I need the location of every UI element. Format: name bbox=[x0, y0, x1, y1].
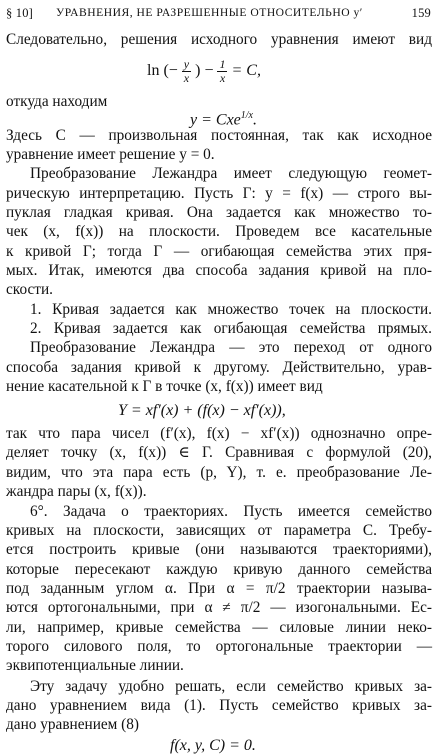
text-line: Следовательно, решения исходного уравнения имеют вид bbox=[6, 31, 432, 48]
text-line: чек (x, f(x)) на плоскости. Проведем все касательные bbox=[6, 223, 432, 240]
equation-family: f(x, y, C) = 0. bbox=[170, 737, 256, 754]
page-number: 159 bbox=[411, 6, 431, 20]
text-line: мых. Итак, имеются два способа задания кривой на пло- bbox=[6, 262, 432, 279]
fraction: $\frac{1}{x}$ bbox=[219, 57, 226, 85]
text-line: к кривой Γ; тогда Γ — огибающая семейства этих пря- bbox=[6, 243, 432, 260]
text-line: дано уравнением вида (1). Пусть семейство кривых за- bbox=[6, 697, 432, 714]
running-header bbox=[6, 4, 431, 24]
text-line: нение касательной к Γ в точке (x, f(x)) имеет вид bbox=[6, 378, 323, 395]
text-line: ются ортогональными, при α ≠ π/2 — изогональными. Ес- bbox=[6, 599, 432, 616]
equation-tangent: Y = xf′(x) + (f(x) − xf′(x)), bbox=[118, 402, 286, 419]
text-line: жандра пары (x, f(x)). bbox=[6, 483, 147, 500]
text-line: торого силового поля, то ортогональные траектории — bbox=[6, 638, 432, 655]
text-line: откуда находим bbox=[6, 93, 108, 110]
text-line: 6°. Задача о траекториях. Пусть имеется семейство bbox=[30, 503, 432, 520]
text-line: Здесь C — произвольная постоянная, так как исходное bbox=[6, 127, 432, 144]
text-line: дано уравнением (8) bbox=[6, 716, 140, 733]
text-line: Преобразование Лежандра имеет следующую геомет- bbox=[30, 165, 432, 182]
text-line: под заданным углом α. При α = π/2 траектории называ- bbox=[6, 580, 432, 597]
fraction: $\frac{y}{x}$ bbox=[183, 57, 190, 85]
text-line: способа задания кривой к другому. Действительно, урав- bbox=[6, 359, 432, 376]
text-line: Преобразование Лежандра — это переход от одного bbox=[30, 339, 432, 356]
running-title: УРАВНЕНИЯ, НЕ РАЗРЕШЕННЫЕ ОТНОСИТЕЛЬНО y′ bbox=[56, 6, 363, 19]
text-line: пуклая гладкая кривая. Она задается как множество то- bbox=[6, 204, 432, 221]
text-line: видим, что эта пара есть (p, Y), т. е. преобразование Ле- bbox=[6, 464, 432, 481]
text-line: Эту задачу удобно решать, если семейство кривых за- bbox=[30, 678, 432, 695]
text-line: ется построить кривые (они называются траекториями), bbox=[6, 541, 432, 558]
text-line: 1. Кривая задается как множество точек на плоскости. bbox=[30, 301, 432, 318]
text-line: рическую интерпретацию. Пусть Γ: y = f(x) — строго вы- bbox=[6, 185, 432, 202]
equation-log: ln (− $\frac{y}{x}$ ) − $\frac{1}{x}$ = C, bbox=[147, 57, 261, 85]
text-line: деляет точку (x, f(x)) ∈ Γ. Сравнивая с формулой (20), bbox=[6, 444, 432, 461]
text-line: кривых на плоскости, зависящих от параметра C. Требу- bbox=[6, 522, 432, 539]
text-line: ли, например, кривые семейства — силовые линии неко- bbox=[6, 619, 432, 636]
text-line: 2. Кривая задается как огибающая семейства прямых. bbox=[30, 320, 432, 337]
text-line: уравнение имеет решение y = 0. bbox=[6, 146, 215, 163]
equation-solution: y = Cxe$^{1/x}$. bbox=[190, 110, 257, 129]
section-number: § 10] bbox=[6, 6, 34, 20]
text-line: скости. bbox=[6, 281, 53, 298]
text-line: эквипотенциальные линии. bbox=[6, 657, 184, 674]
text-line: которые пересекают каждую кривую данного семейства bbox=[6, 561, 432, 578]
text-line: так что пара чисел (f′(x), f(x) − xf′(x)) однозначно опре- bbox=[6, 425, 432, 442]
